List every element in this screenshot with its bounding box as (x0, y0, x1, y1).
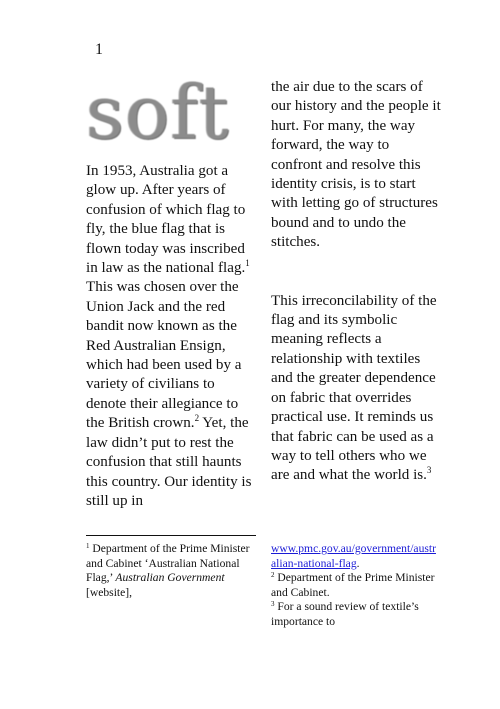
soft-logo: soft (86, 70, 230, 156)
footnote-text: Department of the Prime Minister and Cabinet ‘Australian National Flag,’ (86, 542, 250, 585)
footnote-number: 2 (271, 571, 275, 580)
body-paragraph (271, 292, 441, 486)
footnote-text: Department of the Prime Minister and Cabinet. (271, 571, 435, 599)
left-column (86, 162, 256, 511)
page-number: 1 (95, 41, 103, 58)
footnote-ref[interactable]: 1 (245, 258, 250, 269)
footnote-text: . (356, 556, 360, 570)
body-paragraph (86, 162, 256, 511)
body-text: This irreconcilability of the flag and its symbolic meaning reflects a relationship with textiles and the greater dependence on fabric that overrides practical use. It reminds us that fabric can be used as a way to tell others who we are and what the world is. (271, 292, 437, 484)
footnote-ref[interactable]: 3 (426, 465, 432, 476)
footnote-3 (271, 600, 441, 629)
footnote-ref[interactable]: 2 (194, 413, 200, 424)
footnote-1-url (271, 542, 441, 571)
footnote-text: For a sound review of textile’s importance to (271, 600, 419, 628)
body-text: Yet, the law didn’t put to rest the confusion that still haunts this country. Our identity is still up in (86, 415, 252, 509)
body-text: In 1953, Australia got a glow up. After years of confusion of which flag to fly, the blue flag that is flown today was inscribed in law as the national flag. (86, 163, 246, 277)
footnote-text: [website], (86, 585, 133, 599)
footnote-number: 1 (86, 542, 90, 550)
body-paragraph: the air due to the scars of our history and the people it hurt. For many, the way forward, the way to confront and resolve this identity crisis, is to start with letting go of structures bound and to undo the stitches. (271, 79, 441, 251)
footnotes-left (86, 542, 256, 600)
footnote-link[interactable]: www.pmc.gov.au/government/australian-national-flag (271, 542, 436, 570)
footnote-divider (86, 535, 256, 536)
footnote-1 (86, 542, 256, 600)
right-column (271, 78, 441, 486)
footnote-source: Australian Government (115, 571, 225, 585)
footnote-2 (271, 571, 441, 600)
body-text: This was chosen over the Union Jack and the red bandit now known as the Red Australian Ensign, which had been used by a variety of civilians to denote their allegiance to the British crown. (86, 279, 242, 432)
footnotes-right (271, 542, 441, 630)
footnote-number: 3 (271, 600, 275, 609)
